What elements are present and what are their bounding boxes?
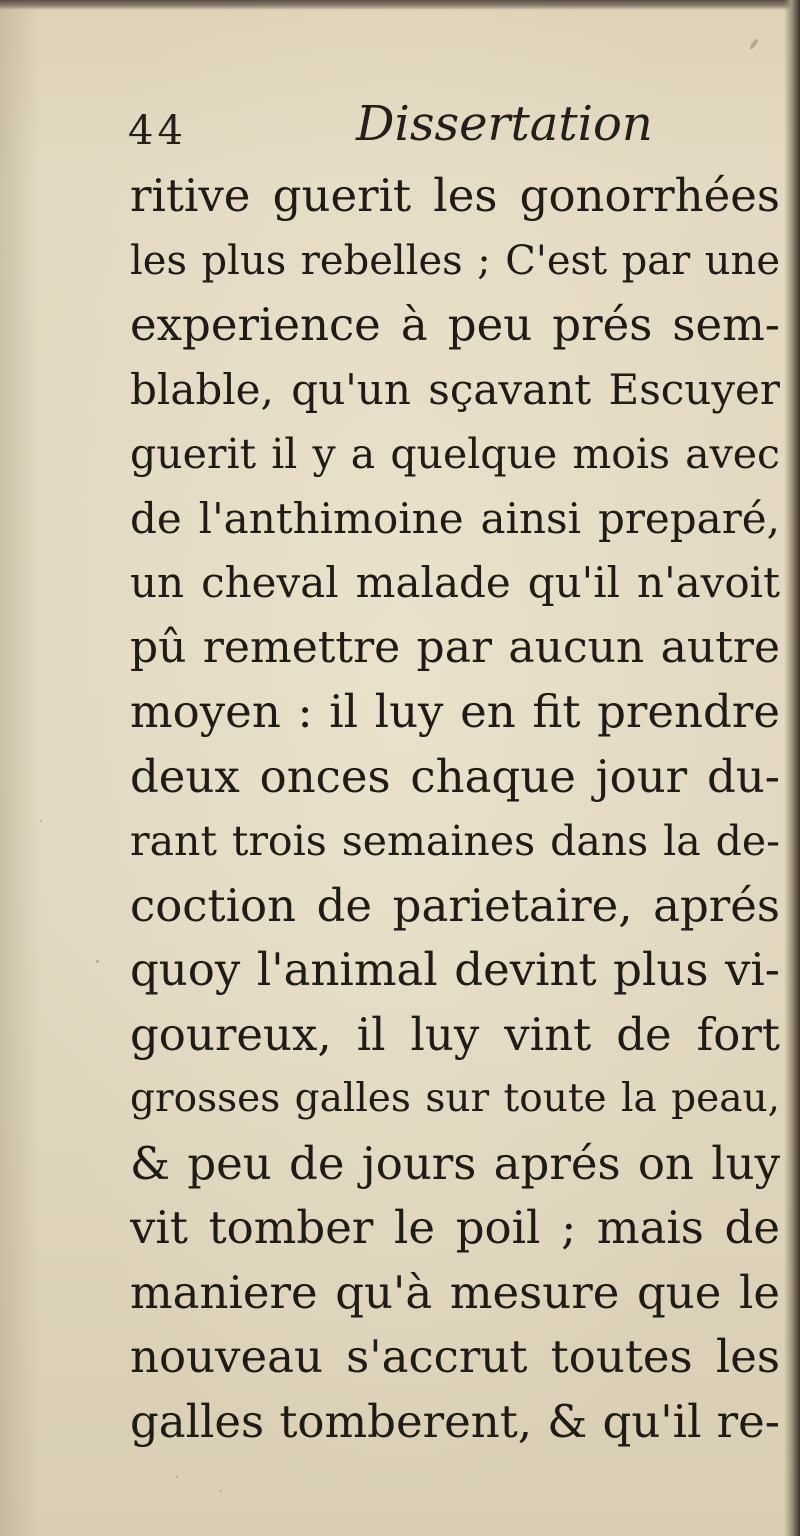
text-line: goureux, il luy vint de fort <box>130 1007 780 1061</box>
text-line: & peu de jours aprés on luy <box>130 1136 780 1190</box>
page-number: 44 <box>128 108 187 154</box>
page-top-edge <box>0 0 800 10</box>
body-text <box>130 164 780 1454</box>
text-line: moyen : il luy en fit prendre <box>130 685 780 738</box>
text-line: experience à peu prés sem- <box>130 298 780 351</box>
paper-blemish <box>220 1490 222 1492</box>
text-line: un cheval malade qu'il n'avoit <box>130 558 780 607</box>
text-line: quoy l'animal devint plus vi- <box>130 943 780 996</box>
text-line: rant trois semaines dans la de- <box>130 817 780 865</box>
page-header <box>128 96 768 166</box>
text-line: de l'anthimoine ainsi preparé, <box>130 493 780 543</box>
text-line: guerit il y a quelque mois avec <box>130 430 780 478</box>
text-line: galles tomberent, & qu'il re- <box>130 1394 780 1448</box>
paper-blemish <box>176 1476 178 1478</box>
text-line: deux onces chaque jour du- <box>130 749 780 803</box>
text-line: les plus rebelles ; C'est par une <box>130 237 780 284</box>
page-right-edge <box>784 0 800 1536</box>
page-gutter-shadow <box>0 0 40 1536</box>
text-line: grosses galles sur toute la peau, <box>130 1076 780 1121</box>
running-head: Dissertation <box>356 96 653 152</box>
text-line: vit tomber le poil ; mais de <box>130 1201 780 1254</box>
text-line: pû remettre par aucun autre <box>130 621 780 673</box>
paper-blemish <box>96 960 99 963</box>
text-line: ritive guerit les gonorrhées <box>130 169 780 222</box>
text-line: nouveau s'accrut toutes les <box>130 1330 780 1383</box>
text-line: blable, qu'un sçavant Escuyer <box>130 364 780 414</box>
text-line: maniere qu'à mesure que le <box>130 1265 780 1319</box>
paper-blemish <box>40 820 42 822</box>
text-line: coction de parietaire, aprés <box>130 878 780 932</box>
paper-blemish <box>749 38 759 50</box>
